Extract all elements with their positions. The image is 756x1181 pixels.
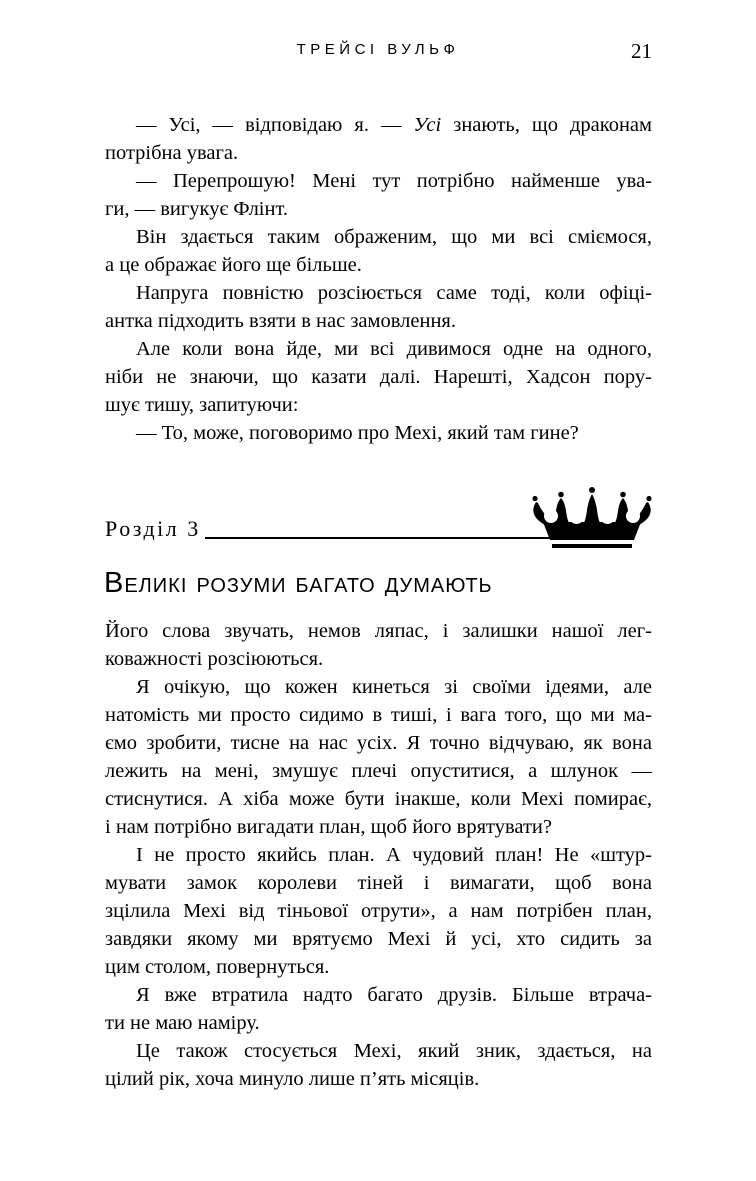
- crown-icon: [530, 486, 654, 552]
- chapter-title: Великі розуми багато думають: [104, 567, 493, 599]
- chapter-label: Розділ 3: [105, 516, 201, 541]
- text-line: ти не маю наміру.: [105, 1012, 260, 1034]
- paragraph: [105, 981, 652, 1037]
- text-line: і нам потрібно вигадати план, щоб його врятувати?: [105, 816, 552, 838]
- chapter-rule: [205, 537, 557, 539]
- text-line: потрібна увага.: [105, 142, 239, 164]
- text-line: мувати замок королеви тіней і вимагати, щоб вона: [105, 872, 652, 894]
- text-line: — То, може, поговоримо про Мехі, який там гине?: [136, 422, 579, 444]
- text-line: Але коли вона йде, ми всі дивимося одне на одного,: [136, 338, 652, 360]
- text-line: Я вже втратила надто багато друзів. Більше втрача-: [136, 984, 652, 1006]
- paragraph: [105, 279, 652, 335]
- text-line: завдяки якому ми врятуємо Мехі й усі, хто сидить за: [105, 928, 652, 950]
- paragraph: [105, 1037, 652, 1093]
- text-line: цим столом, повернуться.: [105, 956, 330, 978]
- text-line: Його слова звучать, немов ляпас, і залишки нашої лег-: [105, 620, 652, 642]
- paragraph: [105, 617, 652, 673]
- text-line: цілий рік, хоча минуло лише п’ять місяців.: [105, 1068, 480, 1090]
- paragraph: [105, 111, 652, 167]
- body-text-chapter: [105, 617, 652, 1093]
- text-line: шує тишу, запитуючи:: [105, 394, 299, 416]
- header-author: ТРЕЙСІ ВУЛЬФ: [296, 41, 460, 58]
- paragraph: [105, 167, 652, 223]
- text-line: зцілила Мехі від тіньової отрути», а нам потрібен план,: [105, 900, 652, 922]
- text-line: стиснутися. А хіба може бути інакше, коли Мехі помирає,: [105, 788, 652, 810]
- text-line: І не просто якийсь план. А чудовий план! Не «штур-: [136, 844, 652, 866]
- running-header: [0, 41, 756, 65]
- text-line: а це ображає його ще більше.: [105, 254, 362, 276]
- paragraph: [105, 335, 652, 419]
- text-line: — Усі, — відповідаю я. — Усі знають, що драконам: [136, 114, 652, 136]
- paragraph: [105, 223, 652, 279]
- text-line: натомість ми просто сидимо в тиші, і вага того, що ми ма-: [105, 704, 652, 726]
- text-line: ги, — вигукує Флінт.: [105, 198, 289, 220]
- text-line: ніби не знаючи, що казати далі. Нарешті, Хадсон пору-: [105, 366, 652, 388]
- page-number: 21: [631, 39, 652, 63]
- paragraph: [105, 673, 652, 841]
- text-line: Він здається таким ображеним, що ми всі сміємося,: [136, 226, 652, 248]
- text-line: — Перепрошую! Мені тут потрібно найменше ува-: [136, 170, 652, 192]
- text-line: коважності розсіюються.: [105, 648, 324, 670]
- text-line: лежить на мені, змушує плечі опуститися, а шлунок —: [105, 760, 652, 782]
- text-line: Я очікую, що кожен кинеться зі своїми ідеями, але: [136, 676, 652, 698]
- body-text-before-chapter: [105, 111, 652, 447]
- text-line: Напруга повністю розсіюється саме тоді, коли офіці-: [136, 282, 652, 304]
- paragraph: [105, 419, 652, 447]
- text-line: ємо зробити, тисне на нас усіх. Я точно відчуваю, як вона: [105, 732, 652, 754]
- paragraph: [105, 841, 652, 981]
- text-line: Це також стосується Мехі, який зник, здається, на: [136, 1040, 652, 1062]
- text-line: антка підходить взяти в нас замовлення.: [105, 310, 456, 332]
